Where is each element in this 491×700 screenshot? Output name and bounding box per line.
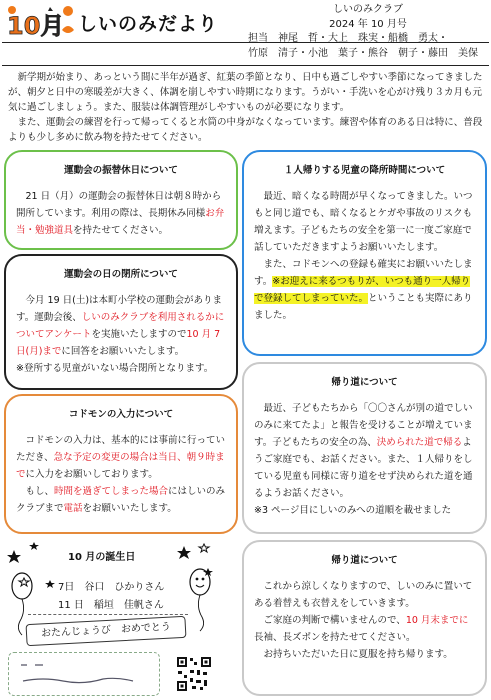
furikae-title: 運動会の振替休日について <box>64 165 178 176</box>
birthday-entry-1: 7日 谷口 ひかりさん <box>58 582 165 593</box>
kaerimichi2-text: これから涼しくなりますので、しいのみに置いてある着替えも衣替えをしていきます。 ご家庭の判断で構いませんので、10 月末までに長袖、長ズボンを持たせてください。 お持ちいただいた日に夏服を持ち帰ります。 <box>254 581 473 660</box>
handwritten-note-area <box>8 652 160 696</box>
furikae-text: 21 日（月）の運動会の振替休日は朝８時から開所しています。利用の際は、長期休み同様お弁当・勉強道具を持たせてください。 <box>16 191 225 236</box>
october-halloween-logo <box>4 4 76 40</box>
birthday-banner: おたんじょうび おめでとう <box>26 616 187 646</box>
kaerimichi-box <box>242 362 487 534</box>
hitori-text: 最近、暗くなる時間が早くなってきました。いつもと同じ道でも、暗くなるとケガや事故のリスクも増えます。子どもたちの安全を第一に一度ご家庭で話していただきますようお願いいたします。 また、コドモンへの登録も確実にお願いいたします。※お迎えに来るつもりが、いつも通り一人帰りで登録してしまっていた。ということも実際にありました。 <box>254 191 473 321</box>
furikae-box <box>4 150 238 250</box>
heisho-title: 運動会の日の閉所について <box>64 269 178 280</box>
staff-line-2: 竹原 清子・小池 葉子・熊谷 朝子・藤田 美保 <box>248 47 478 59</box>
hitori-box <box>242 150 487 356</box>
qr-code-icon <box>176 656 212 692</box>
header-rule-bottom <box>2 65 489 66</box>
kaerimichi2-box <box>242 540 487 696</box>
heisho-box <box>4 254 238 390</box>
kaerimichi2-title: 帰り道について <box>331 555 398 566</box>
kodomon-box <box>4 394 238 534</box>
intro-paragraph-1: 新学期が始まり、あっという間に半年が過ぎ、紅葉の季節となり、日中も過ごしやすい季節になってきましたが、朝夕と日中の寒暖差が大きく、体調を崩しやすい時期になります。うがい・手洗いを心がけ残り３カ月も元気に過ごしましょう。また、服装は体調管理がしやすいものが必要になります。 <box>8 72 483 113</box>
issue-label: 2024 年 10 月号 <box>329 18 407 30</box>
kodomon-title: コドモンの入力について <box>68 409 174 420</box>
intro-text <box>8 70 484 145</box>
header-rule-top <box>2 42 489 43</box>
birthday-entry-2: 11 日 稲垣 佳帆さん <box>58 600 164 611</box>
handwriting-scribble-icon <box>9 653 159 695</box>
intro-paragraph-2: また、運動会の練習を行って帰ってくると水筒の中身がなくなっています。練習や体育のある日は特に、普段よりも少し多めに飲み物を持たせてください。 <box>8 117 483 143</box>
kodomon-text: コドモンの入力は、基本的には事前に行っていただき、急な予定の変更の場合は当日、朝９時までに入力をお願いしております。 もし、時間を過ぎてしまった場合にはしいのみクラブまで電話をお願いいたします。 <box>16 435 226 514</box>
kaerimichi-text: 最近、子どもたちから「〇〇さんが別の道でしいのみに来てたよ」と報告を受けることが増えています。子どもたちの安全の為、決められた道で帰るようご家庭でも、お話ください。また、１人帰りをしている児童も同様に寄り道をせず決められた道を通るようお話ください。 ※3 ページ目にしいのみへの道順を載せました <box>254 403 473 516</box>
hitori-title: １人帰りする児童の降所時間について <box>283 165 446 176</box>
newsletter-title: しいのみだより <box>78 13 219 35</box>
month-logo-text: 10月 <box>7 12 65 40</box>
kaerimichi-title: 帰り道について <box>331 377 398 388</box>
heisho-text: 今月 19 日(土)は本町小学校の運動会があります。運動会後、しいのみクラブを利用されるかについてアンケートを実施いたしますので10 月 7 日(月)までに回答をお願いいたします。 ※登所する児童がいない場合閉所となります。 <box>16 295 225 374</box>
header-info <box>248 3 488 61</box>
staff-line-1: 担当 神尾 哲・大上 珠実・船橋 勇太・ <box>248 33 448 44</box>
birthday-title: 10 月の誕生日 <box>68 552 136 563</box>
club-name: しいのみクラブ <box>333 4 403 15</box>
